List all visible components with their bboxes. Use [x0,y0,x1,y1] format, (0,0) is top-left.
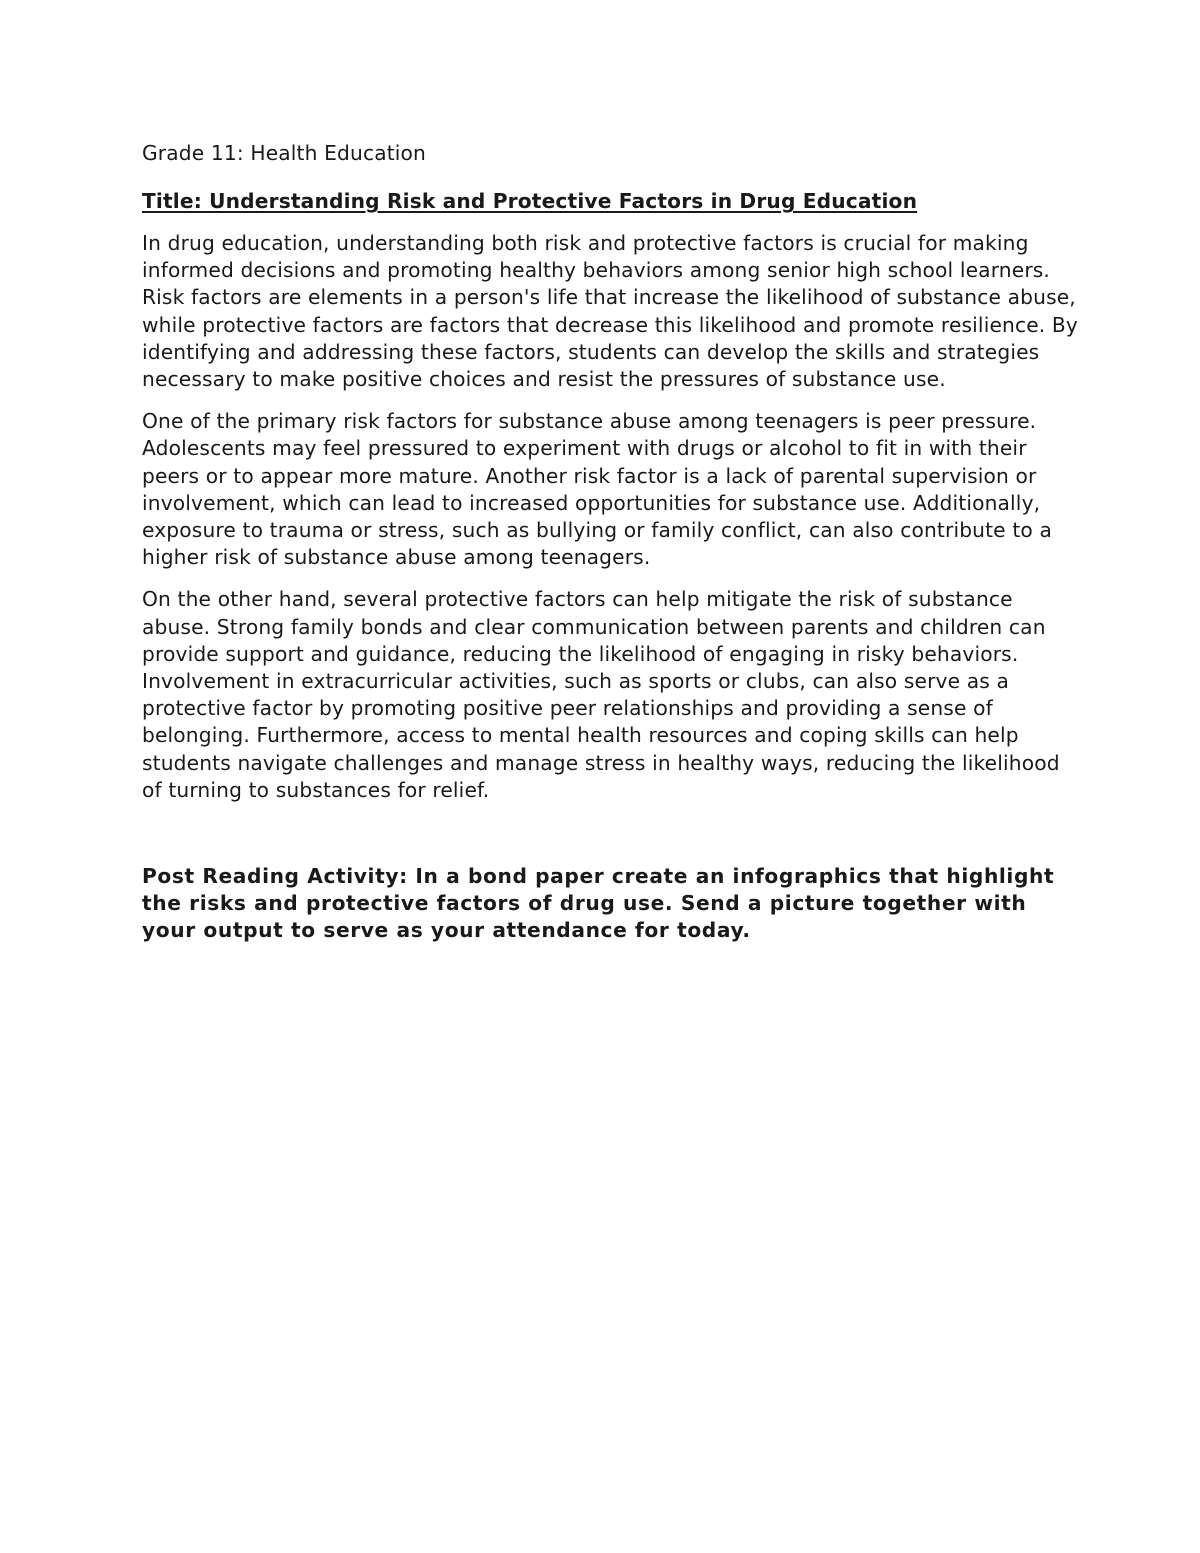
grade-heading: Grade 11: Health Education [142,141,426,165]
paragraph-protective-factors: On the other hand, several protective factors can help mitigate the risk of substance abuse. Strong family bonds and clear communication between parents and children can provide support and guidance, reducing the likelihood of engaging in risky behaviors. Involvement in extracurricular activities, such as sports or clubs, can also serve as a protective factor by promoting positive peer relationships and providing a sense of belonging. Furthermore, access to mental health resources and coping skills can help students navigate challenges and manage stress in healthy ways, reducing the likelihood of turning to substances for relief. [142,587,1060,802]
paragraph-risk-factors: One of the primary risk factors for substance abuse among teenagers is peer pressure. Adolescents may feel pressured to experiment with drugs or alcohol to fit in with their peers or to appear more mature. Another risk factor is a lack of parental supervision or involvement, which can lead to increased opportunities for substance use. Additionally, exposure to trauma or stress, such as bullying or family conflict, can also contribute to a higher risk of substance abuse among teenagers. [142,409,1052,570]
document-body [142,136,1082,945]
post-reading-activity: Post Reading Activity: In a bond paper create an infographics that highlight the risks and protective factors of drug use. Send a picture together with your output to serve as your attendance for today. [142,864,1055,943]
document-title: Title: Understanding Risk and Protective Factors in Drug Education [142,189,918,213]
paragraph-intro: In drug education, understanding both risk and protective factors is crucial for making informed decisions and promoting healthy behaviors among senior high school learners. Risk factors are elements in a person's life that increase the likelihood of substance abuse, while protective factors are factors that decrease this likelihood and promote resilience. By identifying and addressing these factors, students can develop the skills and strategies necessary to make positive choices and resist the pressures of substance use. [142,231,1079,392]
